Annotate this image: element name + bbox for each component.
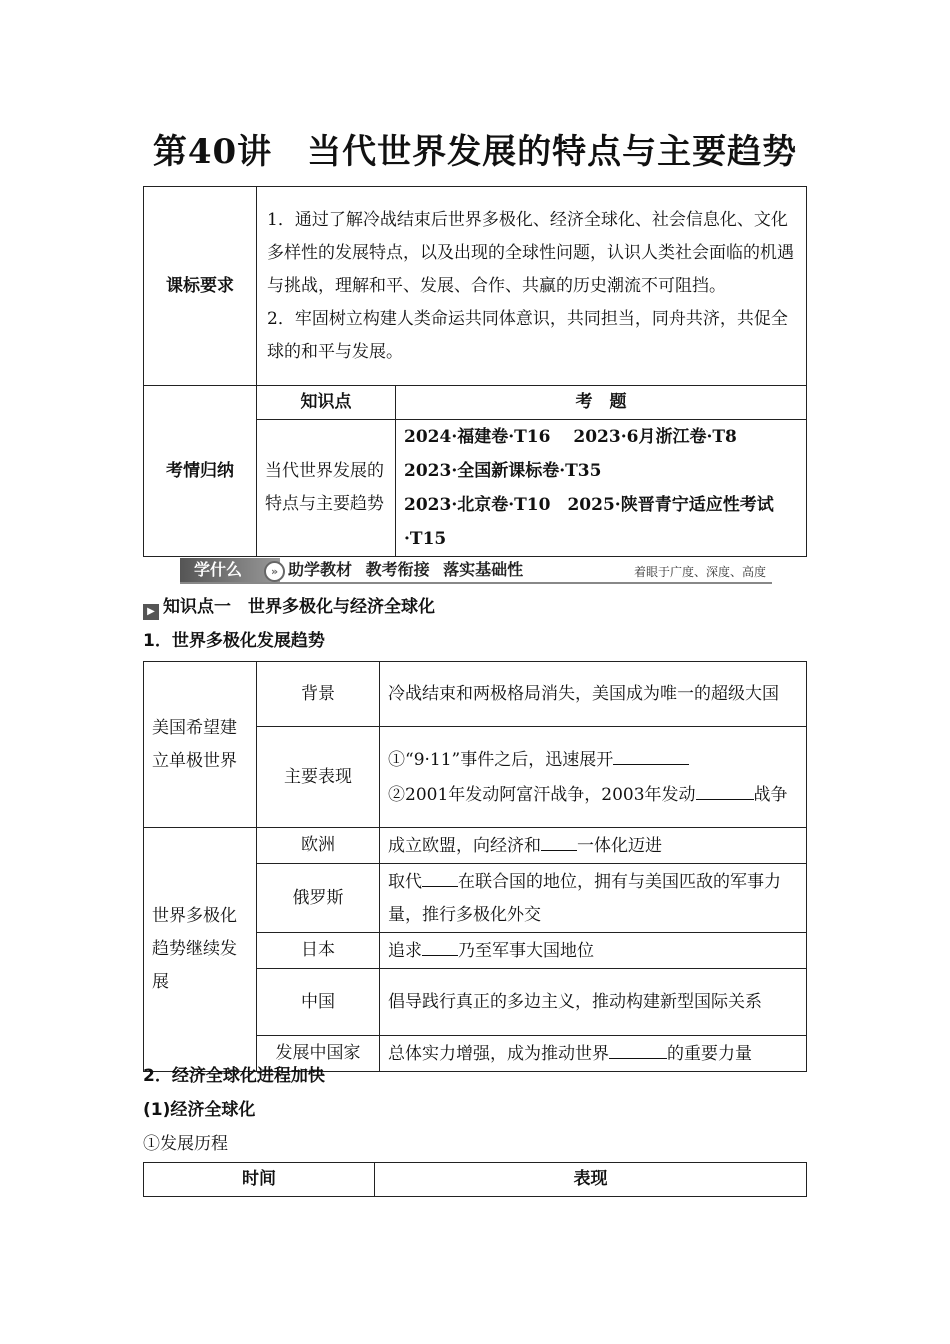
blank-3 bbox=[541, 828, 577, 851]
knowledge-cell: 当代世界发展的特点与主要趋势 bbox=[257, 420, 396, 557]
section-banner bbox=[180, 556, 772, 584]
performance-2-end: 战争 bbox=[753, 785, 788, 805]
blank-5 bbox=[422, 933, 458, 956]
requirements-label: 课标要求 bbox=[144, 187, 257, 386]
banner-slogan: 着眼于广度、深度、高度 bbox=[633, 565, 766, 579]
blank-6 bbox=[609, 1036, 667, 1059]
development-history-table bbox=[143, 1162, 807, 1197]
china-text: 倡导践行真正的多边主义，推动构建新型国际关系 bbox=[380, 969, 807, 1036]
europe-text bbox=[380, 828, 807, 864]
exam-summary-label: 考情归纳 bbox=[144, 386, 257, 557]
russia-text bbox=[380, 864, 807, 933]
heading-economic-globalization: (1)经济全球化 bbox=[143, 1100, 256, 1120]
banner-subtitle: 助学教材 教考衔接 落实基础性 bbox=[288, 560, 524, 579]
main-performance-label: 主要表现 bbox=[257, 727, 380, 828]
developing-countries-text bbox=[380, 1036, 807, 1072]
japan-text-a: 追求 bbox=[388, 941, 422, 961]
russia-label: 俄罗斯 bbox=[257, 864, 380, 933]
japan-text bbox=[380, 933, 807, 969]
background-text: 冷战结束和两极格局消失，美国成为唯一的超级大国 bbox=[380, 662, 807, 727]
developing-text-a: 总体实力增强，成为推动世界 bbox=[388, 1044, 609, 1064]
multipolarity-table bbox=[143, 661, 807, 1072]
course-requirements-table bbox=[143, 186, 807, 557]
us-unipolar-label: 美国希望建立单极世界 bbox=[144, 662, 257, 828]
china-label: 中国 bbox=[257, 969, 380, 1036]
play-triangle-icon: ▶ bbox=[143, 604, 159, 620]
knowledge-point-heading bbox=[143, 591, 435, 624]
performance-2: ②2001年发动阿富汗战争，2003年发动 bbox=[388, 785, 696, 805]
knowledge-point-title: 知识点一 世界多极化与经济全球化 bbox=[163, 597, 435, 617]
time-header: 时间 bbox=[144, 1163, 375, 1197]
blank-1 bbox=[613, 742, 689, 765]
requirements-content bbox=[257, 187, 807, 386]
russia-text-b: 在联合国的地位，拥有与美国匹敌的军事力量，推行多极化外交 bbox=[388, 872, 781, 925]
exam-line-2: 2023·全国新课标卷·T35 bbox=[404, 461, 602, 481]
europe-text-a: 成立欧盟，向经济和 bbox=[388, 836, 541, 856]
europe-label: 欧洲 bbox=[257, 828, 380, 864]
blank-4 bbox=[422, 864, 458, 887]
requirement-1: 1．通过了解冷战结束后世界多极化、经济全球化、社会信息化、文化多样性的发展特点，以及出现的全球性问题，认识人类社会面临的机遇与挑战，理解和平、发展、合作、共赢的历史潮流不可阻挡。 bbox=[267, 209, 794, 296]
japan-text-b: 乃至军事大国地位 bbox=[458, 941, 594, 961]
exam-header: 考 题 bbox=[396, 386, 807, 420]
knowledge-header: 知识点 bbox=[257, 386, 396, 420]
page-title: 第40讲 当代世界发展的特点与主要趋势 bbox=[152, 132, 798, 172]
blank-2 bbox=[696, 777, 754, 800]
japan-label: 日本 bbox=[257, 933, 380, 969]
heading-multipolarity: 1．世界多极化发展趋势 bbox=[143, 631, 325, 651]
exam-line-3: 2023·北京卷·T10 2025·陕晋青宁适应性考试·T15 bbox=[404, 495, 774, 549]
banner-divider bbox=[180, 582, 772, 584]
europe-text-b: 一体化迈进 bbox=[577, 836, 662, 856]
multipolar-trend-label: 世界多极化趋势继续发展 bbox=[144, 828, 257, 1072]
background-label: 背景 bbox=[257, 662, 380, 727]
russia-text-a: 取代 bbox=[388, 872, 422, 892]
performance-header: 表现 bbox=[375, 1163, 807, 1197]
main-performance-text bbox=[380, 727, 807, 828]
heading-development-history: ①发展历程 bbox=[143, 1134, 228, 1154]
exam-cell bbox=[396, 420, 807, 557]
exam-line-1: 2024·福建卷·T16 2023·6月浙江卷·T8 bbox=[404, 427, 737, 447]
heading-globalization: 2．经济全球化进程加快 bbox=[143, 1066, 325, 1086]
chevron-right-icon: » bbox=[264, 561, 285, 582]
requirement-2: 2．牢固树立构建人类命运共同体意识，共同担当，同舟共济，共促全球的和平与发展。 bbox=[267, 308, 788, 362]
performance-1: ①“9·11”事件之后，迅速展开 bbox=[388, 750, 614, 770]
developing-countries-label: 发展中国家 bbox=[257, 1036, 380, 1072]
banner-label: 学什么 bbox=[180, 558, 280, 582]
developing-text-b: 的重要力量 bbox=[667, 1044, 752, 1064]
